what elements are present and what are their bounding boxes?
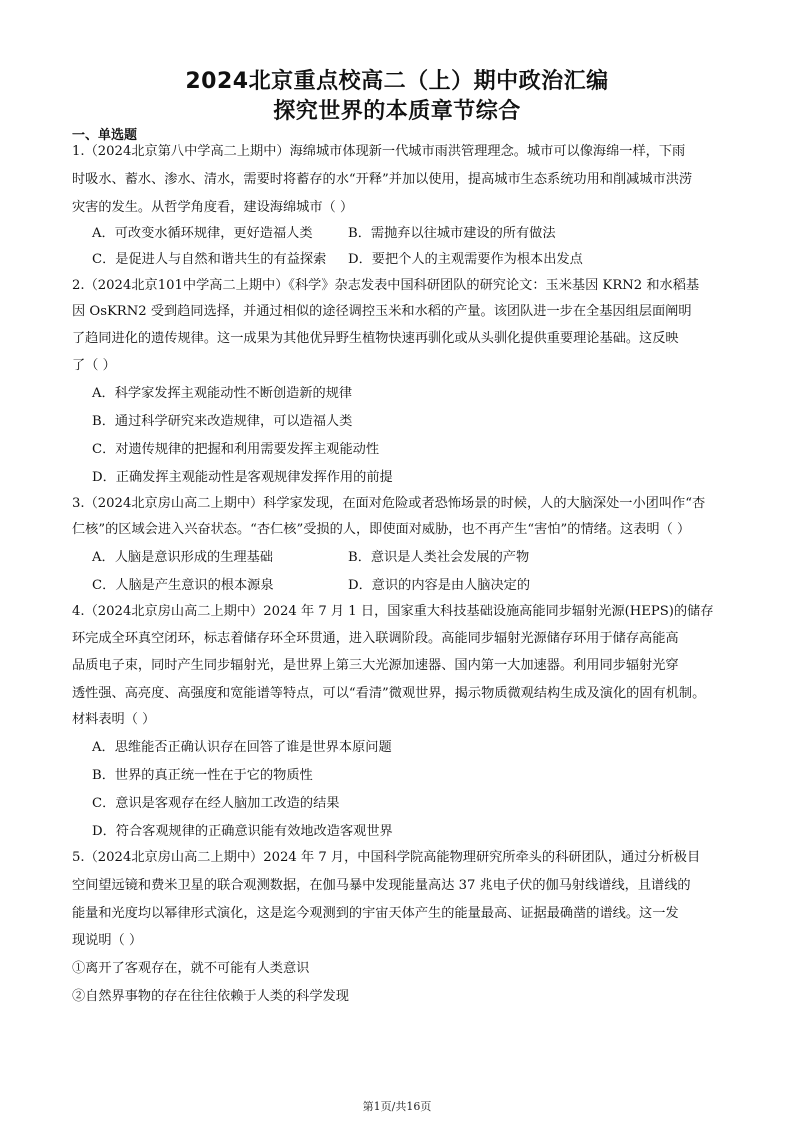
question-2-line-4: 了（ ）: [72, 358, 116, 373]
question-4-line-4: 透性强、高亮度、高强度和宽能谱等特点，可以“看清”微观世界，揭示物质微观结构生成及演化的固有机制。: [72, 686, 706, 701]
question-4-line-1: 4.（2024北京房山高二上期中）2024 年 7 月 1 日，国家重大科技基础设施高能同步辐射光源(HEPS)的储存: [72, 604, 714, 619]
question-3-option-b: B．意识是人类社会发展的产物: [348, 550, 530, 565]
question-1-line-1: 1.（2024北京第八中学高二上期中）海绵城市体现新一代城市雨洪管理理念。城市可以像海绵一样，下雨: [72, 144, 686, 159]
question-1-line-2: 时吸水、蓄水、渗水、清水，需要时将蓄存的水“开释”并加以使用，提高城市生态系统功用和削减城市洪涝: [72, 172, 693, 187]
question-5-statement-1: ①离开了客观存在，就不可能有人类意识: [72, 961, 310, 976]
question-3-line-2: 仁核”的区域会进入兴奋状态。“杏仁核”受损的人，即使面对威胁，也不再产生“害怕”的情绪。这表明（ ）: [72, 522, 691, 537]
question-1-line-3: 灾害的发生。从哲学角度看，建设海绵城市（ ）: [72, 200, 354, 215]
question-2-line-3: 了趋同进化的遗传规律。这一成果为其他优异野生植物快速再驯化或从头驯化提供重要理论基础。这反映: [72, 331, 679, 346]
question-5-line-1: 5.（2024北京房山高二上期中）2024 年 7 月，中国科学院高能物理研究所牵头的科研团队，通过分析极目: [72, 850, 701, 865]
question-2-line-1: 2.（2024北京101中学高二上期中）《科学》杂志发表中国科研团队的研究论文：玉米基因 KRN2 和水稻基: [72, 278, 700, 293]
question-2-line-2: 因 OsKRN2 受到趋同选择，并通过相似的途径调控玉米和水稻的产量。该团队进一步在全基因组层面阐明: [72, 304, 692, 319]
question-1-option-a: A．可改变水循环规律，更好造福人类: [92, 226, 313, 241]
section-heading: 一、单选题: [72, 128, 138, 143]
question-4-option-c: C．意识是客观存在经人脑加工改造的结果: [92, 796, 340, 811]
question-3-option-a: A．人脑是意识形成的生理基础: [92, 550, 273, 565]
question-2-option-a: A．科学家发挥主观能动性不断创造新的规律: [92, 386, 353, 401]
question-2-option-d: D．正确发挥主观能动性是客观规律发挥作用的前提: [92, 470, 393, 485]
question-3-option-c: C．人脑是产生意识的根本源泉: [92, 578, 274, 593]
document-subtitle: 探究世界的本质章节综合: [273, 99, 521, 124]
question-3-option-d: D．意识的内容是由人脑决定的: [348, 578, 531, 593]
question-1-option-c: C．是促进人与自然和谐共生的有益探索: [92, 252, 327, 267]
question-5-line-4: 现说明（ ）: [72, 933, 143, 948]
question-4-line-5: 材料表明（ ）: [72, 712, 156, 727]
question-4-line-2: 环完成全环真空闭环，标志着储存环全环贯通，进入联调阶段。高能同步辐射光源储存环用于储存高能高: [72, 631, 679, 646]
question-5-statement-2: ②自然界事物的存在往往依赖于人类的科学发现: [72, 989, 349, 1004]
question-3-line-1: 3.（2024北京房山高二上期中）科学家发现，在面对危险或者恐怖场景的时候，人的大脑深处一小团叫作“杏: [72, 496, 706, 511]
page-number: 第1页/共16页: [362, 1100, 432, 1113]
question-5-line-3: 能量和光度均以幂律形式演化，这是迄今观测到的宇宙天体产生的能量最高、证据最确凿的谱线。这一发: [72, 906, 679, 921]
question-4-option-d: D．符合客观规律的正确意识能有效地改造客观世界: [92, 824, 393, 839]
question-1-option-b: B．需抛弃以往城市建设的所有做法: [348, 226, 556, 241]
question-4-option-a: A．思维能否正确认识存在回答了谁是世界本原问题: [92, 740, 392, 755]
document-title: 2024北京重点校高二（上）期中政治汇编: [185, 69, 609, 94]
question-5-line-2: 空间望远镜和费米卫星的联合观测数据，在伽马暴中发现能量高达 37 兆电子伏的伽马射线谱线，且谱线的: [72, 878, 691, 893]
question-2-option-c: C．对遗传规律的把握和利用需要发挥主观能动性: [92, 442, 380, 457]
question-4-option-b: B．世界的真正统一性在于它的物质性: [92, 768, 313, 783]
question-2-option-b: B．通过科学研究来改造规律，可以造福人类: [92, 414, 353, 429]
question-1-option-d: D．要把个人的主观需要作为根本出发点: [348, 252, 583, 267]
question-4-line-3: 品质电子束，同时产生同步辐射光，是世界上第三大光源加速器、国内第一大加速器。利用同步辐射光穿: [72, 658, 679, 673]
